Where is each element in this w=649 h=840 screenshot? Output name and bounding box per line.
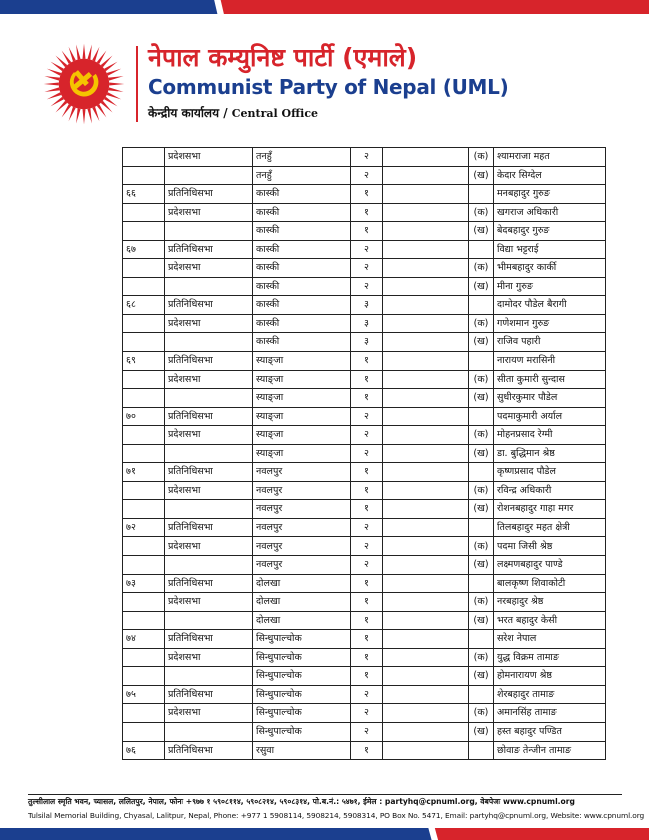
constituency-cell: १ bbox=[351, 648, 383, 667]
party-name-english: Communist Party of Nepal (UML) bbox=[148, 75, 509, 99]
district-cell: कास्की bbox=[253, 222, 351, 241]
district-cell: कास्की bbox=[253, 185, 351, 204]
constituency-cell: ३ bbox=[351, 296, 383, 315]
spacer-cell bbox=[383, 518, 469, 537]
table-row bbox=[123, 203, 606, 222]
sub-area-cell: (क) bbox=[469, 259, 494, 278]
serial-cell bbox=[123, 667, 165, 686]
constituency-cell: १ bbox=[351, 667, 383, 686]
district-cell: कास्की bbox=[253, 240, 351, 259]
sub-area-cell: (क) bbox=[469, 426, 494, 445]
constituency-cell: १ bbox=[351, 370, 383, 389]
district-cell: नवलपुर bbox=[253, 518, 351, 537]
spacer-cell bbox=[383, 389, 469, 408]
district-cell: स्याङ्जा bbox=[253, 444, 351, 463]
candidate-name-cell: अमानसिंह तामाङ bbox=[494, 704, 606, 723]
spacer-cell bbox=[383, 593, 469, 612]
district-cell: कास्की bbox=[253, 296, 351, 315]
table-row bbox=[123, 593, 606, 612]
constituency-cell: २ bbox=[351, 166, 383, 185]
sub-area-cell: (क) bbox=[469, 370, 494, 389]
spacer-cell bbox=[383, 611, 469, 630]
candidate-table bbox=[122, 147, 606, 760]
candidate-name-cell: मनबहादुर गुरुङ bbox=[494, 185, 606, 204]
house-cell: प्रतिनिधिसभा bbox=[165, 352, 253, 371]
candidate-name-cell: बालकृष्ण शिवाकोटी bbox=[494, 574, 606, 593]
sun-hammer-sickle-emblem-icon bbox=[42, 42, 126, 126]
district-cell: स्याङ्जा bbox=[253, 407, 351, 426]
district-cell: सिन्धुपाल्चोक bbox=[253, 704, 351, 723]
spacer-cell bbox=[383, 444, 469, 463]
house-cell bbox=[165, 333, 253, 352]
serial-cell bbox=[123, 722, 165, 741]
table-row bbox=[123, 222, 606, 241]
sub-area-cell: (क) bbox=[469, 593, 494, 612]
candidate-name-cell: सीता कुमारी सुन्दास bbox=[494, 370, 606, 389]
sub-area-cell: (ख) bbox=[469, 500, 494, 519]
candidate-name-cell: नरबहादुर श्रेष्ठ bbox=[494, 593, 606, 612]
table-row bbox=[123, 148, 606, 167]
table-row bbox=[123, 444, 606, 463]
constituency-cell: १ bbox=[351, 741, 383, 760]
house-cell: प्रदेशसभा bbox=[165, 481, 253, 500]
house-cell bbox=[165, 389, 253, 408]
serial-cell bbox=[123, 203, 165, 222]
candidate-name-cell: छोवाङ तेन्जीन तामाङ bbox=[494, 741, 606, 760]
candidate-name-cell: होमनारायण श्रेष्ठ bbox=[494, 667, 606, 686]
house-cell: प्रदेशसभा bbox=[165, 259, 253, 278]
spacer-cell bbox=[383, 648, 469, 667]
constituency-cell: २ bbox=[351, 518, 383, 537]
spacer-cell bbox=[383, 741, 469, 760]
table-row bbox=[123, 685, 606, 704]
table-row bbox=[123, 259, 606, 278]
spacer-cell bbox=[383, 537, 469, 556]
serial-cell bbox=[123, 166, 165, 185]
house-cell bbox=[165, 667, 253, 686]
candidate-name-cell: मोहनप्रसाद रेग्मी bbox=[494, 426, 606, 445]
table-row bbox=[123, 722, 606, 741]
constituency-cell: २ bbox=[351, 537, 383, 556]
sub-area-cell: (क) bbox=[469, 481, 494, 500]
spacer-cell bbox=[383, 333, 469, 352]
constituency-cell: १ bbox=[351, 500, 383, 519]
serial-cell bbox=[123, 259, 165, 278]
candidate-name-cell: कृष्णप्रसाद पौडेल bbox=[494, 463, 606, 482]
spacer-cell bbox=[383, 203, 469, 222]
house-cell: प्रदेशसभा bbox=[165, 593, 253, 612]
house-cell: प्रदेशसभा bbox=[165, 704, 253, 723]
spacer-cell bbox=[383, 222, 469, 241]
district-cell: नवलपुर bbox=[253, 463, 351, 482]
serial-cell: ६६ bbox=[123, 185, 165, 204]
table-row bbox=[123, 240, 606, 259]
sub-area-cell bbox=[469, 518, 494, 537]
serial-cell: ७० bbox=[123, 407, 165, 426]
sub-area-cell bbox=[469, 240, 494, 259]
office-separator: / bbox=[223, 106, 228, 120]
constituency-cell: १ bbox=[351, 185, 383, 204]
candidate-name-cell: श्यामराजा महत bbox=[494, 148, 606, 167]
sub-area-cell: (ख) bbox=[469, 166, 494, 185]
candidate-name-cell: गणेशमान गुरुङ bbox=[494, 314, 606, 333]
candidate-name-cell: रोशनबहादुर गाहा मगर bbox=[494, 500, 606, 519]
sub-area-cell: (ख) bbox=[469, 222, 494, 241]
table-row bbox=[123, 333, 606, 352]
district-cell: स्याङ्जा bbox=[253, 389, 351, 408]
constituency-cell: २ bbox=[351, 426, 383, 445]
office-nepali: केन्द्रीय कार्यालय bbox=[148, 106, 220, 120]
house-cell: प्रदेशसभा bbox=[165, 314, 253, 333]
serial-cell bbox=[123, 389, 165, 408]
sub-area-cell: (ख) bbox=[469, 444, 494, 463]
candidate-name-cell: युद्ध विक्रम तामाङ bbox=[494, 648, 606, 667]
serial-cell bbox=[123, 444, 165, 463]
serial-cell bbox=[123, 148, 165, 167]
serial-cell bbox=[123, 333, 165, 352]
constituency-cell: २ bbox=[351, 259, 383, 278]
sub-area-cell: (ख) bbox=[469, 389, 494, 408]
constituency-cell: २ bbox=[351, 277, 383, 296]
sub-area-cell: (ख) bbox=[469, 333, 494, 352]
spacer-cell bbox=[383, 685, 469, 704]
district-cell: रसुवा bbox=[253, 741, 351, 760]
table-row bbox=[123, 500, 606, 519]
candidate-name-cell: पदमा जिसी श्रेष्ठ bbox=[494, 537, 606, 556]
house-cell: प्रदेशसभा bbox=[165, 537, 253, 556]
table-row bbox=[123, 667, 606, 686]
district-cell: सिन्धुपाल्चोक bbox=[253, 667, 351, 686]
serial-cell bbox=[123, 556, 165, 575]
house-cell: प्रदेशसभा bbox=[165, 148, 253, 167]
serial-cell: ७२ bbox=[123, 518, 165, 537]
constituency-cell: १ bbox=[351, 611, 383, 630]
house-cell: प्रदेशसभा bbox=[165, 370, 253, 389]
sub-area-cell: (क) bbox=[469, 648, 494, 667]
constituency-cell: १ bbox=[351, 389, 383, 408]
table-row bbox=[123, 630, 606, 649]
district-cell: स्याङ्जा bbox=[253, 352, 351, 371]
candidate-name-cell: तिलबहादुर महत क्षेत्री bbox=[494, 518, 606, 537]
constituency-cell: २ bbox=[351, 722, 383, 741]
spacer-cell bbox=[383, 185, 469, 204]
spacer-cell bbox=[383, 166, 469, 185]
table-row bbox=[123, 611, 606, 630]
table-row bbox=[123, 277, 606, 296]
constituency-cell: १ bbox=[351, 481, 383, 500]
candidate-name-cell: नारायण मरासिनी bbox=[494, 352, 606, 371]
table-row bbox=[123, 741, 606, 760]
constituency-cell: १ bbox=[351, 593, 383, 612]
serial-cell: ७४ bbox=[123, 630, 165, 649]
serial-cell: ६७ bbox=[123, 240, 165, 259]
house-cell: प्रतिनिधिसभा bbox=[165, 463, 253, 482]
footer-address-nepali: तुल्सीलाल स्मृति भवन, च्यासल, ललितपुर, नेपाल, फोनः +९७७ १ ५९०८११४, ५९०८२१४, ५९०८३१४, पो.ब.नं.: ५४७१, ईमेल : partyhq@cpnuml.org, वेबपेजः www.cpnuml.org bbox=[28, 797, 575, 806]
serial-cell bbox=[123, 537, 165, 556]
serial-cell bbox=[123, 593, 165, 612]
serial-cell: ७६ bbox=[123, 741, 165, 760]
house-cell: प्रतिनिधिसभा bbox=[165, 185, 253, 204]
sub-area-cell: (क) bbox=[469, 704, 494, 723]
spacer-cell bbox=[383, 296, 469, 315]
table-row bbox=[123, 314, 606, 333]
constituency-cell: २ bbox=[351, 685, 383, 704]
footer-address-english: Tulsilal Memorial Building, Chyasal, Lalitpur, Nepal, Phone: +977 1 5908114, 5908214, 5908314, PO Box No. 5471, Email: partyhq@cpnuml.org, Website: www.cpnuml.org bbox=[28, 811, 645, 820]
district-cell: नवलपुर bbox=[253, 537, 351, 556]
office-english: Central Office bbox=[231, 107, 319, 120]
sub-area-cell bbox=[469, 463, 494, 482]
table-row bbox=[123, 389, 606, 408]
serial-cell: ७५ bbox=[123, 685, 165, 704]
table-row bbox=[123, 574, 606, 593]
house-cell bbox=[165, 556, 253, 575]
district-cell: सिन्धुपाल्चोक bbox=[253, 722, 351, 741]
serial-cell bbox=[123, 611, 165, 630]
table-row bbox=[123, 166, 606, 185]
sub-area-cell bbox=[469, 407, 494, 426]
sub-area-cell: (ख) bbox=[469, 667, 494, 686]
constituency-cell: १ bbox=[351, 574, 383, 593]
table-row bbox=[123, 518, 606, 537]
spacer-cell bbox=[383, 259, 469, 278]
constituency-cell: १ bbox=[351, 630, 383, 649]
table-row bbox=[123, 537, 606, 556]
house-cell bbox=[165, 722, 253, 741]
candidate-name-cell: शेरबहादुर तामाङ bbox=[494, 685, 606, 704]
party-name-nepali: नेपाल कम्युनिष्ट पार्टी (एमाले) bbox=[148, 43, 418, 72]
table-row bbox=[123, 648, 606, 667]
constituency-cell: १ bbox=[351, 463, 383, 482]
constituency-cell: २ bbox=[351, 444, 383, 463]
district-cell: कास्की bbox=[253, 203, 351, 222]
sub-area-cell bbox=[469, 296, 494, 315]
district-cell: सिन्धुपाल्चोक bbox=[253, 685, 351, 704]
district-cell: नवलपुर bbox=[253, 556, 351, 575]
house-cell: प्रदेशसभा bbox=[165, 648, 253, 667]
table-row bbox=[123, 556, 606, 575]
table-row bbox=[123, 352, 606, 371]
table-row bbox=[123, 463, 606, 482]
district-cell: कास्की bbox=[253, 333, 351, 352]
serial-cell bbox=[123, 481, 165, 500]
serial-cell bbox=[123, 370, 165, 389]
candidate-name-cell: दामोदर पौडेल बैरागी bbox=[494, 296, 606, 315]
candidate-name-cell: भरत बहादुर केसी bbox=[494, 611, 606, 630]
house-cell: प्रदेशसभा bbox=[165, 203, 253, 222]
serial-cell bbox=[123, 222, 165, 241]
header-divider bbox=[136, 46, 138, 122]
spacer-cell bbox=[383, 148, 469, 167]
spacer-cell bbox=[383, 426, 469, 445]
house-cell bbox=[165, 277, 253, 296]
sub-area-cell: (ख) bbox=[469, 277, 494, 296]
serial-cell bbox=[123, 704, 165, 723]
candidate-name-cell: लक्ष्मणबहादुर पाण्डे bbox=[494, 556, 606, 575]
candidate-name-cell: डा. बुद्धिमान श्रेष्ठ bbox=[494, 444, 606, 463]
house-cell: प्रदेशसभा bbox=[165, 426, 253, 445]
serial-cell bbox=[123, 648, 165, 667]
house-cell: प्रतिनिधिसभा bbox=[165, 630, 253, 649]
constituency-cell: १ bbox=[351, 352, 383, 371]
spacer-cell bbox=[383, 370, 469, 389]
district-cell: नवलपुर bbox=[253, 500, 351, 519]
serial-cell: ६८ bbox=[123, 296, 165, 315]
constituency-cell: ३ bbox=[351, 314, 383, 333]
serial-cell: ७१ bbox=[123, 463, 165, 482]
spacer-cell bbox=[383, 481, 469, 500]
spacer-cell bbox=[383, 240, 469, 259]
serial-cell: ७३ bbox=[123, 574, 165, 593]
district-cell: सिन्धुपाल्चोक bbox=[253, 648, 351, 667]
candidate-name-cell: सुधीरकुमार पौडेल bbox=[494, 389, 606, 408]
sub-area-cell: (क) bbox=[469, 148, 494, 167]
sub-area-cell: (क) bbox=[469, 203, 494, 222]
spacer-cell bbox=[383, 407, 469, 426]
constituency-cell: २ bbox=[351, 240, 383, 259]
candidate-name-cell: विद्या भट्टराई bbox=[494, 240, 606, 259]
district-cell: तनहुँ bbox=[253, 166, 351, 185]
sub-area-cell: (ख) bbox=[469, 722, 494, 741]
sub-area-cell: (ख) bbox=[469, 556, 494, 575]
district-cell: स्याङ्जा bbox=[253, 370, 351, 389]
candidate-name-cell: भीमबहादुर कार्की bbox=[494, 259, 606, 278]
constituency-cell: २ bbox=[351, 704, 383, 723]
serial-cell bbox=[123, 500, 165, 519]
district-cell: कास्की bbox=[253, 259, 351, 278]
sub-area-cell: (क) bbox=[469, 537, 494, 556]
candidate-name-cell: मीना गुरुङ bbox=[494, 277, 606, 296]
sub-area-cell: (ख) bbox=[469, 611, 494, 630]
house-cell: प्रतिनिधिसभा bbox=[165, 741, 253, 760]
candidate-name-cell: पदमाकुमारी अर्याल bbox=[494, 407, 606, 426]
house-cell: प्रतिनिधिसभा bbox=[165, 240, 253, 259]
spacer-cell bbox=[383, 352, 469, 371]
district-cell: सिन्धुपाल्चोक bbox=[253, 630, 351, 649]
spacer-cell bbox=[383, 630, 469, 649]
candidate-name-cell: सरेश नेपाल bbox=[494, 630, 606, 649]
district-cell: तनहुँ bbox=[253, 148, 351, 167]
house-cell: प्रतिनिधिसभा bbox=[165, 685, 253, 704]
district-cell: कास्की bbox=[253, 277, 351, 296]
district-cell: स्याङ्जा bbox=[253, 426, 351, 445]
table-row bbox=[123, 481, 606, 500]
constituency-cell: २ bbox=[351, 556, 383, 575]
sub-area-cell bbox=[469, 352, 494, 371]
spacer-cell bbox=[383, 463, 469, 482]
serial-cell bbox=[123, 277, 165, 296]
district-cell: नवलपुर bbox=[253, 481, 351, 500]
house-cell bbox=[165, 500, 253, 519]
sub-area-cell: (क) bbox=[469, 314, 494, 333]
spacer-cell bbox=[383, 667, 469, 686]
constituency-cell: २ bbox=[351, 407, 383, 426]
spacer-cell bbox=[383, 574, 469, 593]
sub-area-cell bbox=[469, 185, 494, 204]
constituency-cell: २ bbox=[351, 148, 383, 167]
table-row bbox=[123, 407, 606, 426]
house-cell: प्रतिनिधिसभा bbox=[165, 407, 253, 426]
serial-cell bbox=[123, 426, 165, 445]
sub-area-cell bbox=[469, 741, 494, 760]
house-cell bbox=[165, 611, 253, 630]
spacer-cell bbox=[383, 722, 469, 741]
table-row bbox=[123, 296, 606, 315]
spacer-cell bbox=[383, 277, 469, 296]
constituency-cell: १ bbox=[351, 203, 383, 222]
table-row bbox=[123, 704, 606, 723]
serial-cell: ६९ bbox=[123, 352, 165, 371]
serial-cell bbox=[123, 314, 165, 333]
candidate-name-cell: राजिव पहारी bbox=[494, 333, 606, 352]
spacer-cell bbox=[383, 704, 469, 723]
table-row bbox=[123, 185, 606, 204]
district-cell: दोलखा bbox=[253, 611, 351, 630]
sub-area-cell bbox=[469, 630, 494, 649]
candidate-name-cell: रविन्द्र अधिकारी bbox=[494, 481, 606, 500]
house-cell bbox=[165, 166, 253, 185]
footer-divider bbox=[28, 794, 622, 795]
constituency-cell: १ bbox=[351, 222, 383, 241]
candidate-name-cell: केदार सिग्देल bbox=[494, 166, 606, 185]
sub-area-cell bbox=[469, 574, 494, 593]
table-row bbox=[123, 370, 606, 389]
house-cell bbox=[165, 222, 253, 241]
district-cell: दोलखा bbox=[253, 593, 351, 612]
house-cell: प्रतिनिधिसभा bbox=[165, 574, 253, 593]
house-cell: प्रतिनिधिसभा bbox=[165, 296, 253, 315]
sub-area-cell bbox=[469, 685, 494, 704]
district-cell: दोलखा bbox=[253, 574, 351, 593]
candidate-name-cell: खगराज अधिकारी bbox=[494, 203, 606, 222]
spacer-cell bbox=[383, 556, 469, 575]
candidate-name-cell: बेदबहादुर गुरुङ bbox=[494, 222, 606, 241]
table-row bbox=[123, 426, 606, 445]
house-cell bbox=[165, 444, 253, 463]
spacer-cell bbox=[383, 314, 469, 333]
candidate-name-cell: हस्त बहादुर पण्डित bbox=[494, 722, 606, 741]
spacer-cell bbox=[383, 500, 469, 519]
district-cell: कास्की bbox=[253, 314, 351, 333]
office-label bbox=[148, 104, 318, 121]
house-cell: प्रतिनिधिसभा bbox=[165, 518, 253, 537]
constituency-cell: ३ bbox=[351, 333, 383, 352]
